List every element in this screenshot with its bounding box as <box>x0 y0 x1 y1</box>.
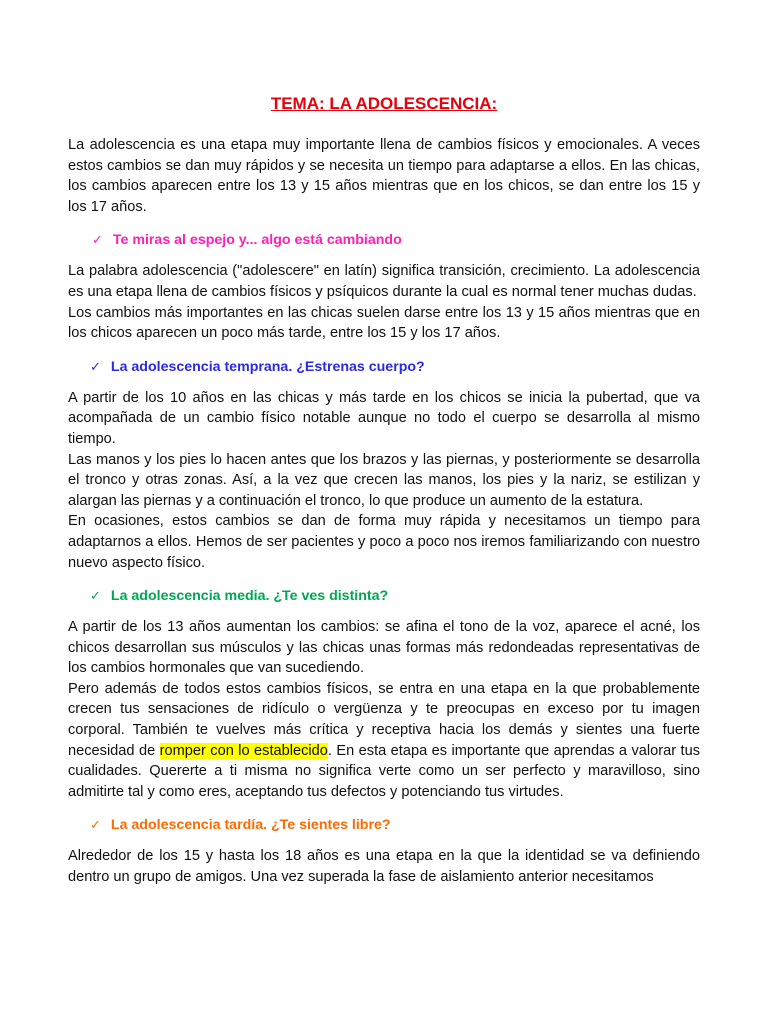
section-heading-espejo <box>92 230 700 251</box>
section-heading-media <box>90 586 700 607</box>
section-heading-temprana <box>90 357 700 378</box>
checkmark-icon: ✓ <box>92 233 103 249</box>
checkmark-icon: ✓ <box>90 589 101 605</box>
paragraph-text: . En esta etapa es importante que aprendas a valorar tus cualidades. Quererte a ti misma no significa verte como un ser perfecto y maravilloso, sino admitirte tal y como eres, aceptando tus defectos y potenciando tus virtudes. <box>68 742 700 800</box>
section-paragraph: La palabra adolescencia ("adolescere" en latín) significa transición, crecimiento. La adolescencia es una etapa llena de cambios físicos y psíquicos durante la cual es normal tener muchas dudas. <box>68 263 700 300</box>
section-heading-tardia <box>90 815 700 836</box>
section-paragraph-highlight <box>68 679 700 803</box>
checkmark-icon: ✓ <box>90 359 101 375</box>
document-page <box>68 0 700 888</box>
section-paragraph: En ocasiones, estos cambios se dan de forma muy rápida y necesitamos un tiempo para adaptarnos a ellos. Hemos de ser pacientes y poco a poco nos iremos familiarizando con nuestro nuevo aspecto físico. <box>68 513 700 571</box>
section-heading-text: La adolescencia media. ¿Te ves distinta? <box>110 588 389 605</box>
section-paragraph: Los cambios más importantes en las chicas suelen darse entre los 13 y 15 años mientras que en los chicos aparecen un poco más tarde, entre los 15 y los 17 años. <box>68 304 700 342</box>
section-paragraph: A partir de los 13 años aumentan los cambios: se afina el tono de la voz, aparece el acné, los chicos desarrollan sus músculos y las chicas unas formas más redondeadas representativas de los cambios hormonales que van sucediendo. <box>68 619 700 677</box>
document-title: TEMA: LA ADOLESCENCIA: <box>270 94 498 113</box>
paragraph-text: Pero además de todos estos cambios físicos, se entra en una etapa en la que probablemente crecen tus sensaciones de ridículo o vergüenza y te preocupas en exceso por tu imagen corporal. También te vuelves más crítica y receptiva hacia los demás y sientes una fuerte necesidad de <box>68 680 700 759</box>
section-paragraph: A partir de los 10 años en las chicas y más tarde en los chicos se inicia la pubertad, que va acompañada de un cambio físico notable aunque no todo el cuerpo se desarrolla al mismo tiempo. <box>68 389 700 447</box>
section-paragraph: Las manos y los pies lo hacen antes que los brazos y las piernas, y posteriormente se desarrolla el tronco y otras zonas. Así, a la vez que crecen las manos, los pies y la nariz, se estilizan y alargan las piernas y a continuación el tronco, lo que produce un aumento de la estatura. <box>68 451 700 509</box>
section-heading-text: La adolescencia tardía. ¿Te sientes libre? <box>110 817 391 834</box>
highlighted-text: romper con lo establecido <box>159 742 328 759</box>
checkmark-icon: ✓ <box>90 818 101 834</box>
intro-paragraph: La adolescencia es una etapa muy importante llena de cambios físicos y emocionales. A veces estos cambios se dan muy rápidos y se necesita un tiempo para adaptarse a ellos. En las chicas, los cambios aparecen entre los 13 y 15 años mientras que en los chicos, se dan entre los 15 y los 17 años. <box>68 137 700 215</box>
section-heading-text: Te miras al espejo y... algo está cambiando <box>112 232 402 249</box>
section-heading-text: La adolescencia temprana. ¿Estrenas cuerpo? <box>110 358 425 375</box>
section-paragraph: Alrededor de los 15 y hasta los 18 años es una etapa en la que la identidad se va definiendo dentro un grupo de amigos. Una vez superada la fase de aislamiento anterior necesitamos <box>68 848 700 886</box>
